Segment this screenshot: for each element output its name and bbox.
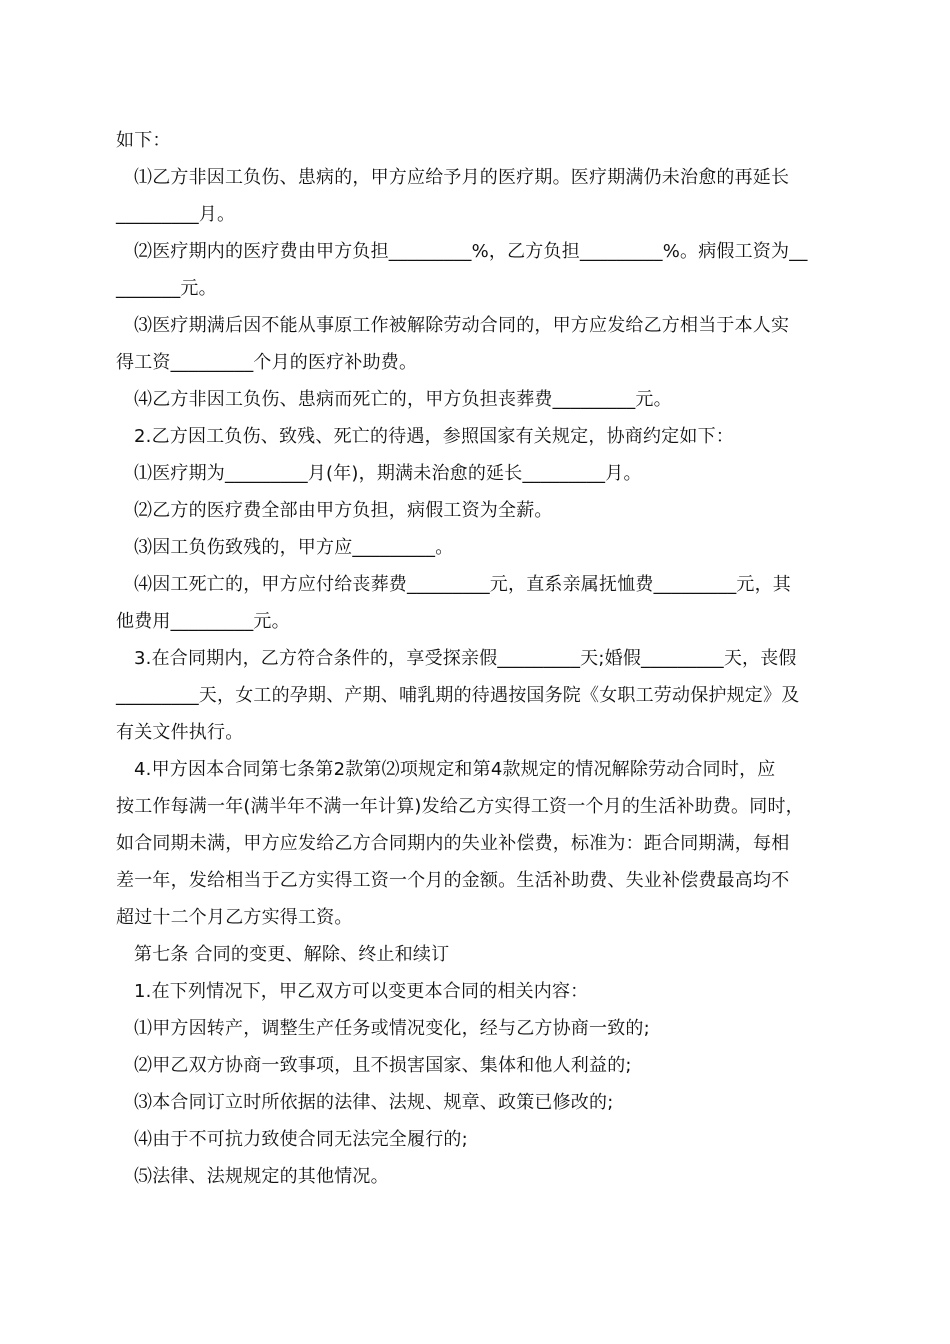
text-line: ⑵乙方的医疗费全部由甲方负担，病假工资为全薪。 — [134, 500, 553, 521]
text-line: 得工资_________个月的医疗补助费。 — [116, 352, 418, 373]
text-line: ⑶医疗期满后因不能从事原工作被解除劳动合同的，甲方应发给乙方相当于本人实 — [134, 315, 790, 336]
text-line: 1.在下列情况下，甲乙双方可以变更本合同的相关内容： — [134, 981, 589, 1002]
text-line: ⑷因工死亡的，甲方应付给丧葬费_________元，直系亲属抚恤费_________元，其 — [134, 574, 791, 595]
text-line: ⑴医疗期为_________月(年)，期满未治愈的延长_________月。 — [134, 463, 642, 484]
text-line: 如下： — [116, 130, 171, 151]
text-line: ⑶因工负伤致残的，甲方应_________。 — [134, 537, 454, 558]
text-line: 差一年，发给相当于乙方实得工资一个月的金额。生活补助费、失业补偿费最高均不 — [116, 870, 790, 891]
text-line: 4.甲方因本合同第七条第2款第⑵项规定和第4款规定的情况解除劳动合同时，应 — [134, 759, 776, 780]
text-line: 3.在合同期内，乙方符合条件的，享受探亲假_________天;婚假_________天，丧假 — [134, 648, 797, 669]
text-line: ⑷由于不可抗力致使合同无法完全履行的; — [134, 1129, 468, 1150]
text-line: 他费用_________元。 — [116, 611, 290, 632]
text-line: ⑸法律、法规规定的其他情况。 — [134, 1166, 389, 1187]
text-line: 按工作每满一年(满半年不满一年计算)发给乙方实得工资一个月的生活补助费。同时， — [116, 796, 804, 817]
text-line: 超过十二个月乙方实得工资。 — [116, 907, 353, 928]
text-line: ⑴甲方因转产，调整生产任务或情况变化，经与乙方协商一致的; — [134, 1018, 650, 1039]
text-line: ⑴乙方非因工负伤、患病的，甲方应给予月的医疗期。医疗期满仍未治愈的再延长 — [134, 167, 790, 188]
text-line: 有关文件执行。 — [116, 722, 244, 743]
text-line: _________天，女工的孕期、产期、哺乳期的待遇按国务院《女职工劳动保护规定》及 — [116, 685, 800, 706]
text-line: ⑵医疗期内的医疗费由甲方负担_________%，乙方负担_________%。病假工资为__ — [134, 241, 808, 262]
text-line: ⑷乙方非因工负伤、患病而死亡的，甲方负担丧葬费_________元。 — [134, 389, 672, 410]
section-heading: 第七条 合同的变更、解除、终止和续订 — [134, 944, 450, 965]
text-line: ⑶本合同订立时所依据的法律、法规、规章、政策已修改的; — [134, 1092, 614, 1113]
contract-text — [116, 122, 838, 1195]
text-line: 如合同期未满，甲方应发给乙方合同期内的失业补偿费，标准为：距合同期满，每相 — [116, 833, 790, 854]
text-line: _______元。 — [116, 278, 217, 299]
text-line: ⑵甲乙双方协商一致事项，且不损害国家、集体和他人利益的; — [134, 1055, 632, 1076]
text-line: _________月。 — [116, 204, 236, 225]
text-line: 2.乙方因工负伤、致残、死亡的待遇，参照国家有关规定，协商约定如下： — [134, 426, 734, 447]
